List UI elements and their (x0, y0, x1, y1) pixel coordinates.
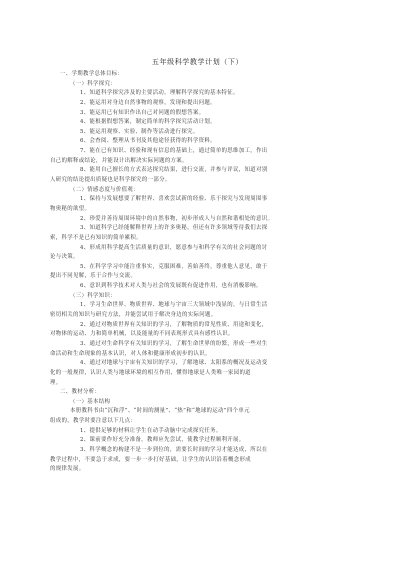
text-line: 3、知道科学已经能解释世界上的许多奥秘，但还有许多领域等待我们去探 (80, 225, 268, 232)
text-line: 对物体的运动、力和简单机械，以及能量的不同表现形式具有感性认识。 (50, 331, 234, 338)
text-line: 7、能在已有知识、经验和现有信息的基础上，通过简单的思维加工，作出 (80, 148, 268, 155)
text-line: 1、提供足够的材料让学生在动手动脑中完成探究任务。 (80, 427, 222, 434)
text-line: 本册教科书由“沉和浮”、“时间的测量”、“热”和“地球的运动”四个单元 (70, 408, 250, 415)
text-line: 3、通过对生命科学有关知识的学习，了解生命世界的纷繁，形成一些对生 (80, 340, 268, 347)
text-line: 3、科学概念的构建不是一步到位的，需要长时间的学习才能达成，所以在 (80, 446, 268, 453)
text-line: （一）科学探究： (70, 80, 116, 87)
text-line: 6、会查阅、整理从书刊及其他途径获得的科学资料。 (80, 138, 216, 145)
text-line: 4、能根据假想答案，制定简单的科学探究活动计划。 (80, 119, 216, 126)
text-line: 教学过程中，不要急于求成，要一步一步打好基础，让学生的认识沿着概念形成 (50, 456, 251, 463)
text-line: （一）基本结构 (70, 398, 111, 405)
text-line: 自己的解释或结论，并能设计出解决实际问题的方案。 (50, 157, 188, 164)
text-line: 5、能运用观察、实验、制作等活动进行探究。 (80, 128, 199, 135)
text-line: 密切相关的知识与研究方法，并能尝试用于解决身边的实际问题。 (50, 312, 217, 319)
text-line: 6、意识到科学技术对人类与社会的发展既有促进作用，也有消极影响。 (80, 283, 262, 290)
text-line: 二、教材分析： (60, 389, 101, 396)
text-line: （三）科学知识： (70, 292, 116, 299)
text-line: 1、保持与发展想要了解世界、喜欢尝试新的经验、乐于探究与发现周围事 (80, 196, 268, 203)
text-line: 物奥秘的欲望。 (50, 205, 91, 212)
text-line: 2、能运用对身边自然事物的观察，发现和提出问题。 (80, 99, 216, 106)
text-line: 提出不同见解，乐于合作与交流。 (50, 273, 137, 280)
text-line: 8、能用自己擅长的方式表达探究结果，进行交流，并参与评议，知道对别 (80, 167, 268, 174)
text-line: 的规律发展。 (50, 466, 85, 473)
text-line: 命活动和生命现象的基本认识，对人体和健康形成初步的认识。 (50, 350, 211, 357)
document-title: 五年级科学教学计划（下） (151, 58, 244, 66)
text-line: 4、通过对地球与宇宙有关知识的学习，了解地球、太阳系的概况及运动变 (80, 360, 268, 367)
text-line: 3、能运用已有知识作出自己对问题的假想答案。 (80, 109, 205, 116)
text-line: 2、通过对物质世界有关知识的学习，了解物质的常见性质、用途和变化， (80, 321, 268, 328)
text-line: 1、学习生命世界、物质世界、地球与宇宙三大领域中浅显的，与日常生活 (80, 302, 268, 309)
text-line: 2、课前要作好充分准备，教师应先尝试，使教学过程顺利开展。 (80, 437, 245, 444)
text-line: 一、学期教学总体目标： (60, 71, 124, 77)
text-line: 4、形成用科学提高生活质量的意识，愿意参与和科学有关的社会问题的讨 (80, 244, 268, 251)
text-line: （二）情感态度与价值观： (70, 186, 139, 193)
text-line: 索，科学不是已有知识的简单累积。 (50, 234, 142, 241)
text-line: 2、珍爱并善待周围环境中的自然事物，初步形成人与自然和谐相处的意识。 (80, 215, 274, 222)
text-line: 论与决策。 (50, 254, 79, 261)
document-body (50, 70, 345, 475)
text-line: 人研究的结论提出质疑也是科学探究的一部分。 (50, 177, 171, 184)
text-line: 理。 (50, 379, 62, 386)
text-line: 组成的，教学时要注意以下几点： (50, 418, 137, 425)
text-line: 5、在科学学习中能注重事实，克服困难，善始善终，尊重他人意见，敢于 (80, 263, 268, 270)
text-line: 1、知道科学探究涉及的主要活动，理解科学探究的基本特征。 (80, 90, 239, 97)
text-line: 化的一般规律，认识人类与地球环境的相互作用，懂得地球是人类唯一家园的道 (50, 369, 251, 376)
